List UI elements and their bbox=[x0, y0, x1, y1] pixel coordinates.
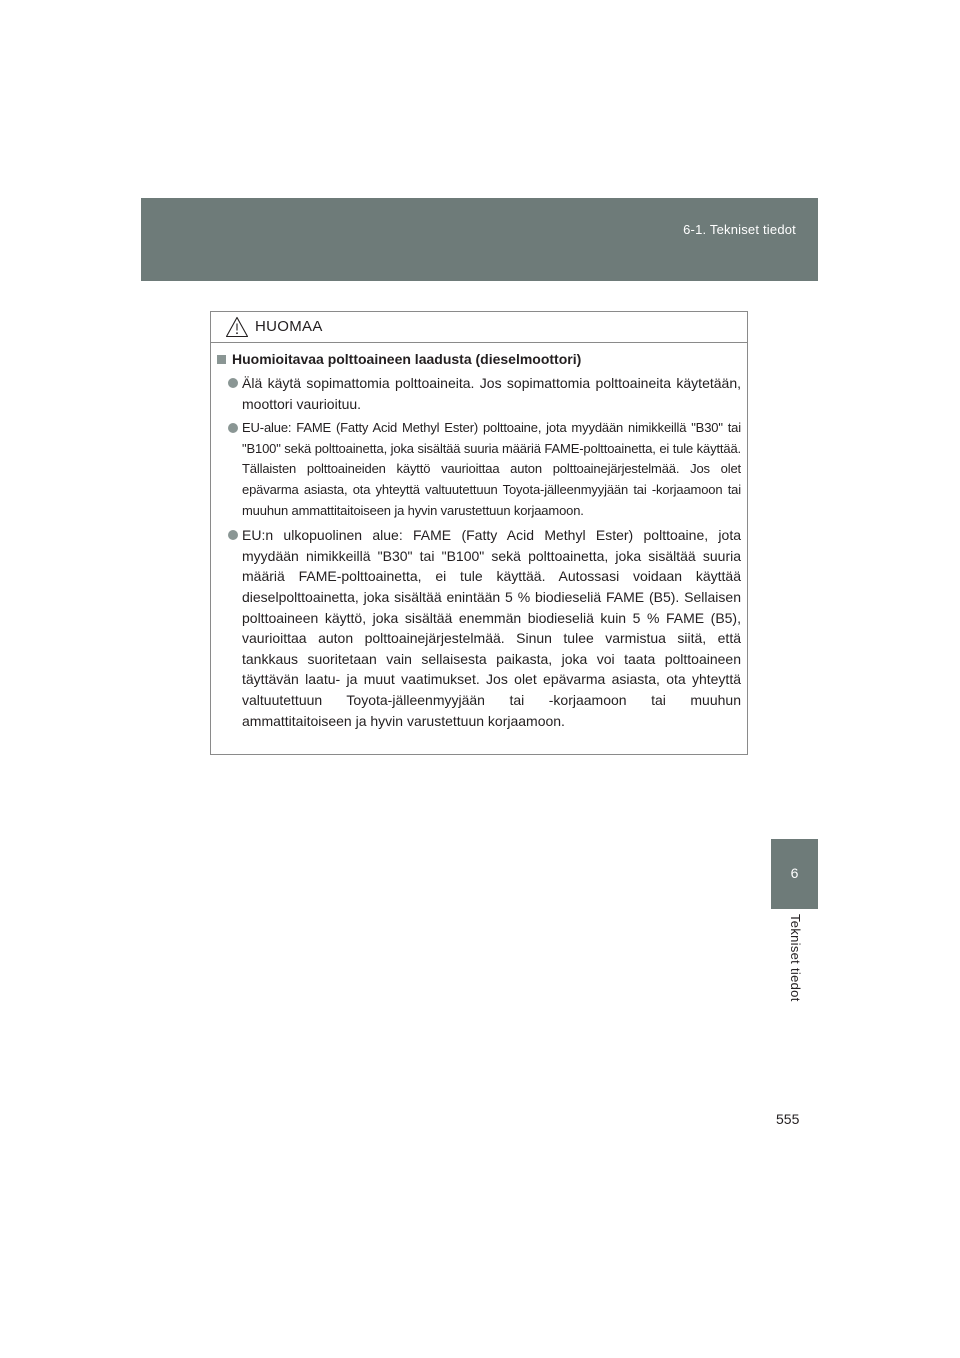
chapter-tab bbox=[771, 839, 818, 909]
bullet-dot-icon bbox=[228, 423, 238, 433]
bullet-text: EU:n ulkopuolinen alue: FAME (Fatty Acid Methyl Ester) polttoaine, jota myydään nimikkeillä "B30" tai "B100" sekä polttoainetta, joka sisältää suuria määriä FAME-polttoainetta, ei tule käyttää. Autossasi voidaan käyttää dieselpolttoainetta, joka sisältää enintään 5 % biodieseliä FAME (B5). Sellaisen polttoaineen käyttö, joka sisältää enemmän biodieseliä kuin 5 % FAME (B5), vaurioittaa auton polttoainejärjestelmää. Sinun tulee varmistua siitä, että tankkaus suoritetaan vain sellaisesta paikasta, joka voi taata polttoaineen täyttävän laatu- ja muut vaatimukset. Jos olet epävarma asiasta, ota yhteyttä valtuutettuun Toyota-jälleenmyyjään tai -korjaamoon tai muuhun ammattitaitoiseen ja hyvin varustettuun korjaamoon. bbox=[242, 527, 741, 729]
header-band bbox=[141, 198, 818, 281]
bullet-text: EU-alue: FAME (Fatty Acid Methyl Ester) polttoaine, jota myydään nimikkeillä "B30" tai "B100" sekä polttoainetta, joka sisältää suuria määriä FAME-polttoainetta, ei tule käyttää. Tällaisten polttoaineiden käyttö vaurioittaa auton polttoainejärjestelmää. Jos olet epävarma asiasta, ota yhteyttä valtuutettuun Toyota-jälleenmyyjään tai -korjaamoon tai muuhun ammattitaitoiseen ja hyvin varustettuun korjaamoon. bbox=[242, 420, 741, 518]
notice-body bbox=[211, 343, 747, 731]
notice-header bbox=[211, 312, 747, 343]
chapter-number: 6 bbox=[790, 865, 799, 881]
notice-bullet bbox=[217, 525, 741, 731]
notice-section-heading bbox=[217, 351, 741, 367]
warning-triangle-icon bbox=[225, 316, 249, 338]
notice-section-title: Huomioitavaa polttoaineen laadusta (dieselmoottori) bbox=[232, 351, 582, 367]
bullet-text: Älä käytä sopimattomia polttoaineita. Jos sopimattomia polttoaineita käytetään, moottori vaurioituu. bbox=[242, 375, 741, 412]
bullet-dot-icon bbox=[228, 530, 238, 540]
page-number: 555 bbox=[776, 1111, 800, 1127]
square-bullet-icon bbox=[217, 355, 226, 364]
bullet-dot-icon bbox=[228, 378, 238, 388]
chapter-label: Tekniset tiedot bbox=[788, 914, 803, 1002]
notice-title: HUOMAA bbox=[255, 318, 323, 335]
section-title-header: 6-1. Tekniset tiedot bbox=[683, 222, 796, 237]
notice-box bbox=[210, 311, 748, 755]
notice-bullet bbox=[217, 373, 741, 414]
notice-bullet bbox=[217, 418, 741, 521]
